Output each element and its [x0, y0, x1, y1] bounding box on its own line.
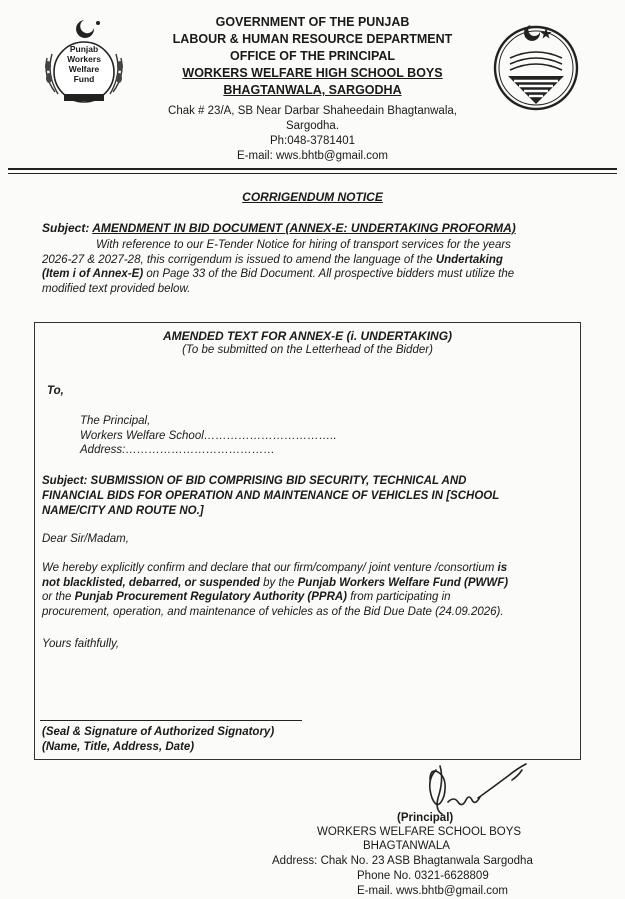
notice-title: CORRIGENDUM NOTICE — [242, 190, 383, 204]
para-line-3 — [42, 267, 592, 282]
letter-subject-2: FINANCIAL BIDS FOR OPERATION AND MAINTENANCE OF VEHICLES IN [SCHOOL — [42, 490, 500, 502]
govt-title: GOVERNMENT OF THE PUNJAB — [215, 15, 410, 29]
phone-number: Ph:048-3781401 — [269, 135, 356, 147]
decl-or: or the — [42, 591, 75, 603]
subject-label: Subject: — [42, 221, 90, 235]
footer-town: BHAGTANWALA — [363, 840, 450, 852]
signatory-line-1: (Seal & Signature of Authorized Signatory) — [42, 726, 275, 738]
address-line-1: Chak # 23/A, SB Near Darbar Shaheedain Bhagtanwala, — [168, 105, 457, 117]
signature-line — [40, 720, 302, 721]
decl-by: by the — [259, 576, 298, 589]
decl-line-4: procurement, operation, and maintenance of vehicles as of the Bid Due Date (24.09.2026). — [42, 605, 504, 618]
letter-subject-1: Subject: SUBMISSION OF BID COMPRISING BID SECURITY, TECHNICAL AND — [42, 475, 467, 487]
punjab-govt-emblem-icon — [488, 18, 584, 114]
signatory-block — [42, 725, 274, 754]
seal-text-4: Fund — [73, 74, 95, 84]
header-email: E-mail: wws.bhtb@gmail.com — [237, 150, 388, 162]
footer-address: Address: Chak No. 23 ASB Bhagtanwala Sargodha — [272, 855, 533, 867]
box-title: AMENDED TEXT FOR ANNEX-E (i. UNDERTAKING) — [162, 329, 453, 343]
seal-text-2: Workers — [67, 54, 101, 64]
to-label: To, — [47, 385, 64, 397]
decl-pwwf: Punjab Workers Welfare Fund (PWWF) — [297, 576, 509, 589]
office-title: OFFICE OF THE PRINCIPAL — [229, 49, 396, 63]
para-line-3b: on Page 33 of the Bid Document. All prospective bidders must utilize the — [143, 268, 515, 280]
decl-line-3 — [42, 590, 582, 605]
closing: Yours faithfully, — [42, 638, 120, 650]
para-line-2a: 2026-27 & 2027-28, this corrigendum is issued to amend the language of the — [42, 253, 436, 266]
salutation: Dear Sir/Madam, — [42, 533, 129, 545]
letter-subject-3: NAME/CITY AND ROUTE NO.] — [42, 505, 204, 517]
seal-text-1: Punjab — [69, 44, 99, 54]
decl-ppra: Punjab Procurement Regulatory Authority (PPRA) — [74, 591, 348, 603]
addressee-block — [80, 414, 337, 458]
footer-school: WORKERS WELFARE SCHOOL BOYS — [317, 826, 522, 838]
subject-text: AMENDMENT IN BID DOCUMENT (ANNEX-E: UNDERTAKING PROFORMA) — [92, 221, 516, 235]
box-subtitle: (To be submitted on the Letterhead of the Bidder) — [182, 344, 433, 356]
para-line-4: modified text provided below. — [42, 282, 191, 295]
decl-line-2 — [42, 576, 582, 591]
decl-not-blacklisted: not blacklisted, debarred, or suspended — [42, 576, 260, 589]
pwwf-seal-text — [52, 44, 116, 84]
para-item: (Item i of Annex-E) — [42, 268, 144, 280]
header-divider-thin — [8, 173, 617, 174]
para-undertaking: Undertaking — [435, 253, 503, 266]
footer-email: E-mail. wws.bhtb@gmail.com — [357, 885, 508, 897]
notice-subject — [42, 221, 516, 235]
addressee-line-2: Workers Welfare School…………………………….. — [80, 429, 337, 442]
address-line-2: Sargodha. — [285, 120, 340, 132]
department-title: LABOUR & HUMAN RESOURCE DEPARTMENT — [172, 32, 453, 46]
seal-text-3: Welfare — [68, 64, 100, 74]
letter-subject — [42, 474, 499, 519]
decl-is: is — [497, 562, 508, 574]
addressee-line-3: Address:………………………………… — [80, 444, 275, 456]
school-town: BHAGTANWALA, SARGODHA — [223, 83, 402, 97]
decl-line-1 — [42, 561, 582, 576]
signatory-line-2: (Name, Title, Address, Date) — [42, 740, 195, 753]
header-divider — [8, 168, 617, 170]
footer-phone: Phone No. 0321-6628809 — [357, 870, 489, 882]
declaration-paragraph — [42, 561, 582, 619]
decl-line-1a: We hereby explicitly confirm and declare that our firm/company/ joint venture /consortium — [42, 562, 498, 574]
principal-label: (Principal) — [397, 812, 454, 824]
para-line-2 — [42, 253, 592, 268]
decl-line-3c: from participating in — [347, 591, 451, 603]
para-line-1: With reference to our E-Tender Notice for hiring of transport services for the years — [96, 239, 511, 251]
addressee-line-1: The Principal, — [80, 415, 151, 427]
notice-paragraph — [42, 238, 592, 296]
school-name: WORKERS WELFARE HIGH SCHOOL BOYS — [182, 66, 443, 80]
